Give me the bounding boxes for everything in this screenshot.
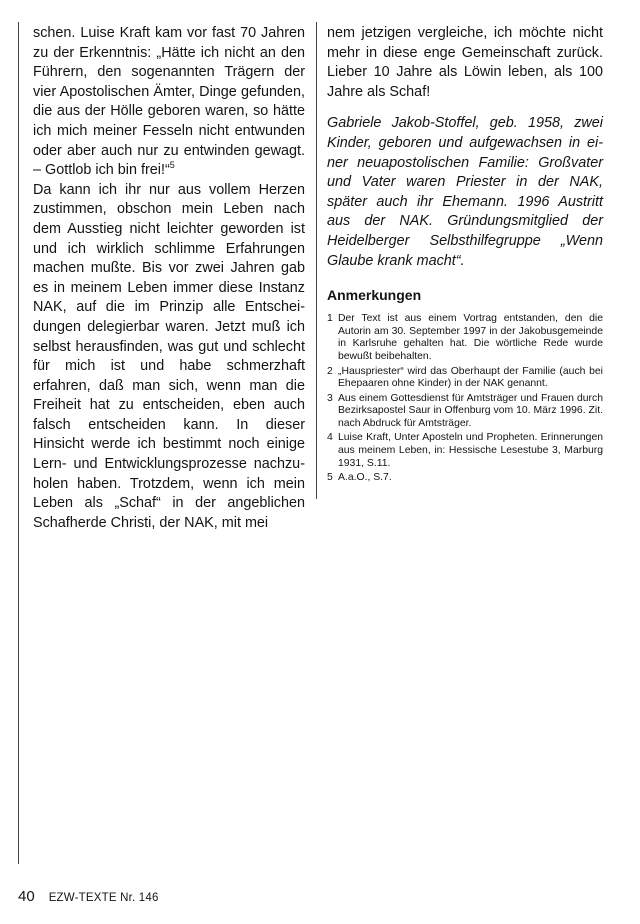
note-number: 2 [327, 365, 333, 377]
note-item [327, 366, 603, 391]
author-bio: Gabriele Jakob-Stoffel, geb. 1958, zwei Kinder, geboren und aufgewachsen in einer neuapostolischen Familie: Großvater und Vater waren Priester in der NAK, später auch ihr Ehemann. 1996 Austritt aus der NAK. Gründungsmitglied der Heidelberger Selbsthilfegruppe „Wenn Glaube krank macht“. [327, 115, 603, 269]
left-margin-rule [18, 22, 19, 864]
footnote-ref-5[interactable]: 5 [169, 160, 175, 171]
paragraph-conclusion: nem jetzigen vergleiche, ich möchte nicht mehr in diese enge Gemeinschaft zurück. Lieber 10 Jahre als Löwin leben, als 100 Jahre als Schaf! [327, 25, 603, 100]
note-item [327, 313, 603, 363]
note-item [327, 432, 603, 470]
note-item [327, 472, 603, 485]
note-item [327, 393, 603, 431]
page-footer [18, 888, 159, 905]
note-text: Der Text ist aus einem Vortrag entstanden, den die Autorin am 30. September 1997 in der Jakobusgemeinde in Karlsruhe gehalten hat. Die wörtliche Rede wurde bewußt beibehalten. [338, 313, 603, 362]
note-text: „Hauspriester“ wird das Oberhaupt der Familie (auch bei Ehepaaren ohne Kinder) in der NAK genannt. [338, 365, 603, 390]
page-number: 40 [18, 888, 35, 905]
note-number: 5 [327, 472, 333, 484]
right-column [327, 24, 603, 487]
paragraph-quote [33, 24, 305, 181]
notes-heading: Anmerkungen [327, 287, 422, 304]
column-divider-rule [316, 22, 317, 499]
publication-title: EZW-TEXTE Nr. 146 [48, 892, 159, 904]
paragraph-reflection: Da kann ich ihr nur aus vollem Herzen zustimmen, obschon mein Leben nach dem Ausstieg nicht leichter geworden ist und ich wirklich schlimme Erfahrungen machen mußte. Bis vor zwei Jahren gab es in meinem Leben immer diese Instanz NAK, auf die im Prinzip alle Entscheidungen delegierbar waren. Jetzt muß ich selbst herausfinden, was gut und schlecht für mich ist und habe schmerzhaft erfahren, daß man sich, wenn man die Freiheit hat zu entscheiden, eben auch falsch entscheiden kann. In dieser Hinsicht werde ich bestimmt noch einige Lern- und Entwicklungsprozesse nachzuholen haben. Trotzdem, wenn ich mein Leben als „Schaf“ in der angeblichen Schafherde Christi, der NAK, mit mei [33, 181, 305, 531]
note-text: Luise Kraft, Unter Aposteln und Propheten. Erinnerungen aus meinem Leben, in: Hessische Lesestube 3, Marburg 1931, S.11. [338, 432, 603, 469]
note-number: 3 [327, 392, 333, 404]
paragraph-quote-text: schen. Luise Kraft kam vor fast 70 Jahren zu der Erkenntnis: „Hätte ich nicht an den Führern, den sogenannten Trägern der vier Apostolischen Ämter, Dinge gefunden, die aus der Hölle geboren waren, so hätte ich mich meiner Fesseln nicht entwunden oder aber auch nur zu entwinden gewagt. – Gottlob ich bin frei!“ [33, 25, 305, 179]
notes-list [327, 313, 603, 485]
note-number: 4 [327, 432, 333, 444]
note-text: A.a.O., S.7. [338, 472, 392, 484]
note-text: Aus einem Gottesdienst für Amtsträger und Frauen durch Bezirksapostel Saur in Offenburg vom 10. März 1996. Zit. nach Abdruck für Amtsträger. [338, 392, 603, 429]
left-column [33, 24, 305, 533]
note-number: 1 [327, 313, 333, 325]
